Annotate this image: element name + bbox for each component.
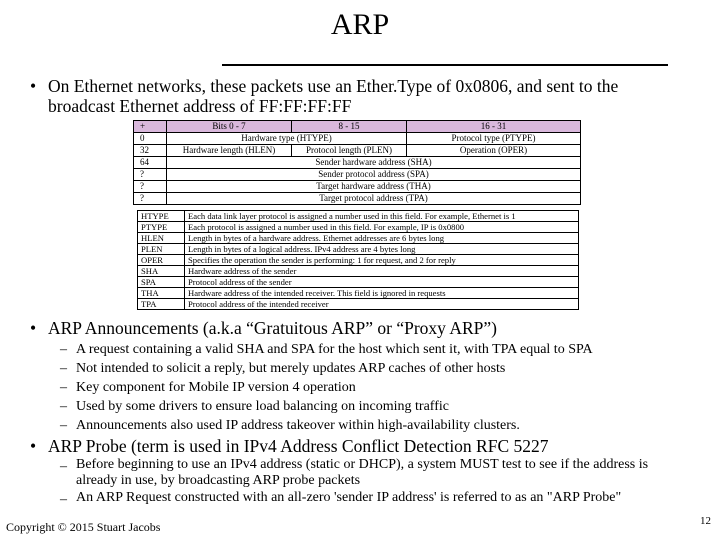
page-number: 12	[700, 515, 711, 527]
bullet-text: On Ethernet networks, these packets use an Ether.Type of 0x0806, and sent to the broadcast Ethernet address of FF:FF:FF:FF	[48, 76, 619, 116]
field-cell: Hardware type (HTYPE)	[167, 133, 407, 145]
list-item-text: Announcements also used IP address takeover within high-availability clusters.	[76, 418, 520, 433]
table-row	[138, 222, 579, 233]
offset-cell: ?	[134, 169, 167, 181]
dash-marker: –	[60, 492, 67, 507]
field-definitions-table	[137, 210, 579, 310]
dash-marker: –	[60, 399, 67, 414]
field-cell: Operation (OPER)	[407, 145, 581, 157]
field-key: OPER	[138, 255, 185, 266]
table-row	[138, 255, 579, 266]
arp-packet-table	[133, 120, 581, 205]
field-desc: Protocol address of the sender	[185, 277, 579, 288]
bullet-text: ARP Probe (term is used in IPv4 Address Conflict Detection RFC 5227	[48, 436, 549, 456]
bullet-marker: •	[30, 76, 37, 96]
dash-marker: –	[60, 418, 67, 433]
field-key: THA	[138, 288, 185, 299]
field-cell: Sender hardware address (SHA)	[167, 157, 581, 169]
copyright-notice: Copyright © 2015 Stuart Jacobs	[6, 520, 161, 534]
list-item-text: Before beginning to use an IPv4 address (static or DHCP), a system MUST test to see if the address is already in use, by broadcasting ARP probe packets	[76, 457, 649, 488]
table-header-cell: 8 - 15	[292, 121, 407, 133]
slide-title: ARP	[330, 8, 390, 41]
offset-cell: 32	[134, 145, 167, 157]
offset-cell: 64	[134, 157, 167, 169]
list-item	[60, 490, 660, 506]
table-row	[138, 277, 579, 288]
offset-cell: 0	[134, 133, 167, 145]
table-row	[134, 181, 581, 193]
bullet-text: ARP Announcements (a.k.a “Gratuitous ARP” or “Proxy ARP”)	[48, 318, 497, 338]
field-desc: Hardware address of the intended receiver. This field is ignored in requests	[185, 288, 579, 299]
field-desc: Protocol address of the intended receiver	[185, 299, 579, 310]
list-item-text: An ARP Request constructed with an all-zero 'sender IP address' is referred to as an "ARP Probe"	[76, 490, 622, 505]
list-item	[60, 457, 660, 489]
title-underline	[222, 64, 668, 66]
field-key: SHA	[138, 266, 185, 277]
field-desc: Hardware address of the sender	[185, 266, 579, 277]
table-row	[134, 133, 581, 145]
field-desc: Each data link layer protocol is assigned a number used in this field. For example, Ethernet is 1	[185, 211, 579, 222]
bullet-marker: •	[30, 436, 37, 456]
field-key: PTYPE	[138, 222, 185, 233]
field-cell: Target hardware address (THA)	[167, 181, 581, 193]
table-header-row	[134, 121, 581, 133]
field-desc: Length in bytes of a hardware address. Ethernet addresses are 6 bytes long	[185, 233, 579, 244]
table-row	[138, 244, 579, 255]
bullet-marker: •	[30, 318, 37, 338]
field-key: PLEN	[138, 244, 185, 255]
field-key: SPA	[138, 277, 185, 288]
field-key: HLEN	[138, 233, 185, 244]
field-cell: Protocol length (PLEN)	[292, 145, 407, 157]
table-row	[134, 157, 581, 169]
list-item-text: Key component for Mobile IP version 4 operation	[76, 380, 356, 395]
table-row	[134, 193, 581, 205]
offset-cell: ?	[134, 193, 167, 205]
table-row	[138, 233, 579, 244]
list-item-text: A request containing a valid SHA and SPA for the host which sent it, with TPA equal to SPA	[76, 342, 593, 357]
table-row	[134, 169, 581, 181]
field-cell: Protocol type (PTYPE)	[407, 133, 581, 145]
field-key: TPA	[138, 299, 185, 310]
dash-marker: –	[60, 361, 67, 376]
field-desc: Each protocol is assigned a number used in this field. For example, IP is 0x0800	[185, 222, 579, 233]
field-desc: Length in bytes of a logical address. IPv4 address are 4 bytes long	[185, 244, 579, 255]
list-item-text: Not intended to solicit a reply, but merely updates ARP caches of other hosts	[76, 361, 506, 376]
table-row	[138, 211, 579, 222]
field-desc: Specifies the operation the sender is performing: 1 for request, and 2 for reply	[185, 255, 579, 266]
table-row	[138, 266, 579, 277]
table-header-cell: 16 - 31	[407, 121, 581, 133]
table-row	[134, 145, 581, 157]
table-row	[138, 299, 579, 310]
dash-marker: –	[60, 342, 67, 357]
dash-marker: –	[60, 380, 67, 395]
offset-cell: ?	[134, 181, 167, 193]
field-cell: Target protocol address (TPA)	[167, 193, 581, 205]
field-cell: Hardware length (HLEN)	[167, 145, 292, 157]
dash-marker: –	[60, 459, 67, 474]
table-header-cell: +	[134, 121, 167, 133]
field-cell: Sender protocol address (SPA)	[167, 169, 581, 181]
table-row	[138, 288, 579, 299]
probe-subitems	[60, 457, 660, 507]
list-item-text: Used by some drivers to ensure load balancing on incoming traffic	[76, 399, 449, 414]
field-key: HTYPE	[138, 211, 185, 222]
table-header-cell: Bits 0 - 7	[167, 121, 292, 133]
